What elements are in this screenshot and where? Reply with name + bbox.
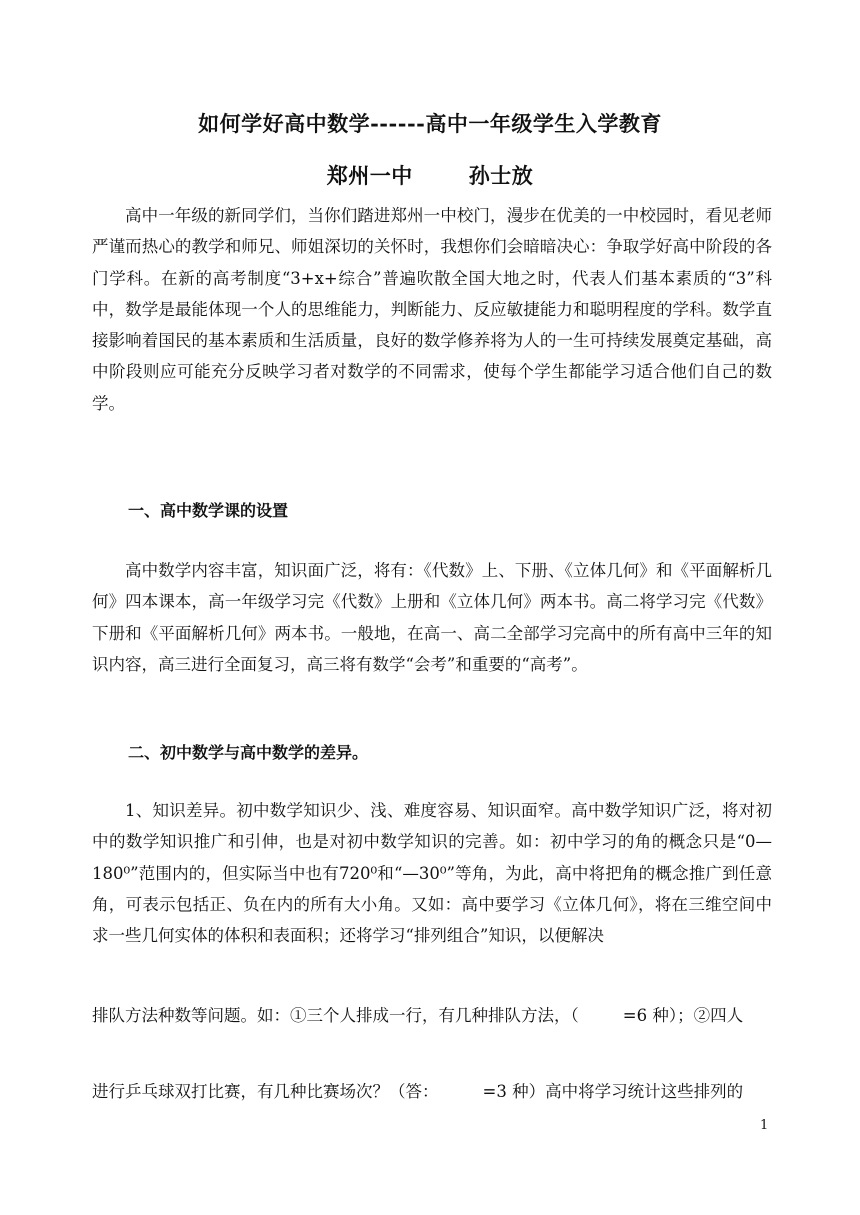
text-line-a-start: 排队方法种数等问题。如：①三个人排成一行，有几种排队方法，（ <box>92 1006 579 1025</box>
page-number: 1 <box>760 1118 769 1133</box>
section1-heading: 一、高中数学课的设置 <box>128 501 289 520</box>
text-line-a <box>92 1004 772 1028</box>
section2-paragraph: 1、知识差异。初中数学知识少、浅、难度容易、知识面窄。高中数学知识广泛，将对初中的数学知识推广和引伸，也是对初中数学知识的完善。如：初中学习的角的概念只是“0—180⁰”范围内的，但实际当中也有720⁰和“—30⁰”等角，为此，高中将把角的概念推广到任意角，可表示包括正、负在内的所有大小角。又如：高中要学习《立体几何》，将在三维空间中求一些几何实体的体积和表面积；还将学习“排列组合”知识，以便解决 <box>92 801 772 946</box>
author-name: 孙士放 <box>468 163 534 188</box>
text-line-b-end: =3 种）高中将学习统计这些排列的 <box>482 1082 744 1101</box>
text-line-b-start: 进行乒乓球双打比赛，有几种比赛场次？（答： <box>92 1082 439 1101</box>
section2-heading: 二、初中数学与高中数学的差异。 <box>128 743 369 762</box>
document-title: 如何学好高中数学------高中一年级学生入学教育 <box>198 111 662 136</box>
section1-paragraph: 高中数学内容丰富，知识面广泛，将有：《代数》上、下册、《立体几何》和《平面解析几何》四本课本，高一年级学习完《代数》上册和《立体几何》两本书。高二将学习完《代数》下册和《平面解析几何》两本书。一般地，在高一、高二全部学习完高中的所有高中三年的知识内容，高三进行全面复习，高三将有数学“会考”和重要的“高考”。 <box>92 561 772 674</box>
author-school: 郑州一中 <box>326 163 413 188</box>
text-line-b <box>92 1080 772 1104</box>
text-line-a-end: =6 种）；②四人 <box>622 1006 744 1025</box>
intro-paragraph: 高中一年级的新同学们，当你们踏进郑州一中校门，漫步在优美的一中校园时，看见老师严谨而热心的教学和师兄、师姐深切的关怀时，我想你们会暗暗决心：争取学好高中阶段的各门学科。在新的高考制度“3+x+综合”普遍吹散全国大地之时，代表人们基本素质的“3”科中，数学是最能体现一个人的思维能力，判断能力、反应敏捷能力和聪明程度的学科。数学直接影响着国民的基本素质和生活质量，良好的数学修养将为人的一生可持续发展奠定基础，高中阶段则应可能充分反映学习者对数学的不同需求，使每个学生都能学习适合他们自己的数学。 <box>92 206 772 413</box>
author-line <box>0 160 860 190</box>
